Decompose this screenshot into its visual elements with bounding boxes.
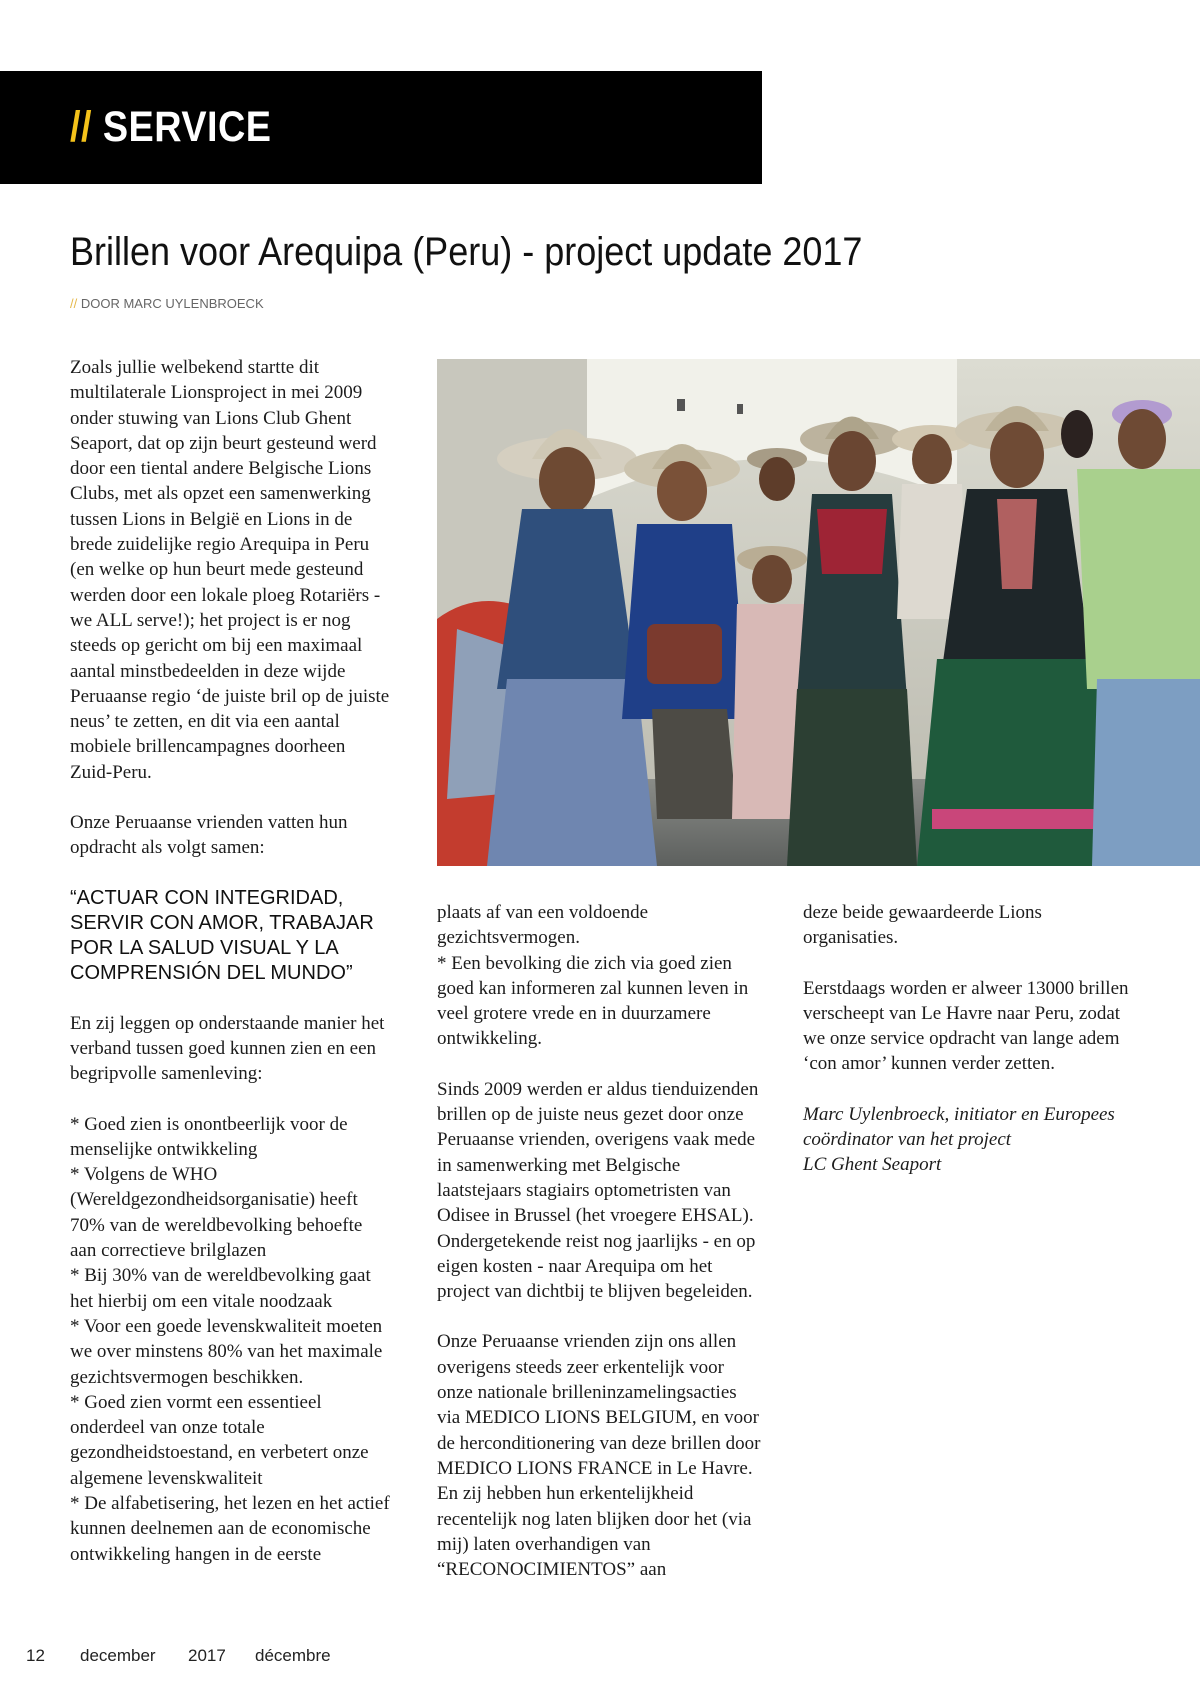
article-column-3 — [803, 900, 1133, 1178]
paragraph-continuation — [437, 900, 762, 1052]
paragraph-relation: En zij leggen op onderstaande manier het verband tussen goed kunnen zien en een begripvolle samenleving: — [70, 1012, 385, 1085]
page-number: 12 — [26, 1646, 45, 1665]
article-column-1 — [70, 355, 390, 1567]
section-slashes: // — [70, 103, 92, 151]
signature-line: Marc Uylenbroeck, initiator en Europees — [803, 1103, 1115, 1125]
paragraph-continuation-text: plaats af van een voldoende gezichtsvermogen. — [437, 902, 649, 949]
author-signature — [803, 1102, 1133, 1178]
list-item: * Bij 30% van de wereldbevolking gaat het hierbij om een vitale noodzaak — [70, 1265, 371, 1312]
paragraph-shipment: Eerstdaags worden er alweer 13000 brillen verscheept van Le Havre naar Peru, zodat we onze service opdracht van lange adem ‘con amor’ kunnen verder zetten. — [803, 977, 1129, 1075]
footer-month-fr: décembre — [255, 1646, 331, 1665]
section-banner — [0, 71, 762, 184]
list-item: * Volgens de WHO (Wereldgezondheidsorganisatie) heeft 70% van de wereldbevolking behoefte aan correctieve brilglazen — [70, 1164, 363, 1262]
signature-line: LC Ghent Seaport — [803, 1154, 942, 1176]
photo-peruvian-women — [437, 359, 1200, 866]
section-name: SERVICE — [102, 103, 272, 151]
paragraph-mission-intro: Onze Peruaanse vrienden vatten hun opdracht als volgt samen: — [70, 812, 348, 859]
list-item: * Goed zien vormt een essentieel onderdeel van onze totale gezondheidstoestand, en verbetert onze algemene levenskwaliteit — [70, 1391, 369, 1489]
article-byline — [70, 296, 264, 311]
bullet-list — [70, 1112, 390, 1567]
footer-month-nl: december — [80, 1646, 156, 1665]
signature-line: coördinator van het project — [803, 1129, 1012, 1151]
list-item: * Goed zien is onontbeerlijk voor de menselijke ontwikkeling — [70, 1113, 348, 1160]
paragraph-gratitude: Onze Peruaanse vrienden zijn ons allen overigens steeds zeer erkentelijk voor onze nationale brilleninzamelingsacties via MEDICO LIONS BELGIUM, en voor de herconditionering van deze brillen door MEDICO LIONS FRANCE in Le Havre. En zij hebben hun erkentelijkheid recentelijk nog laten blijken door het (via mij) laten overhandigen van “RECONOCIMIENTOS” aan — [437, 1331, 761, 1581]
section-label — [70, 101, 271, 153]
list-item: * De alfabetisering, het lezen en het actief kunnen deelnemen aan de economische ontwikkeling hangen in de eerste — [70, 1492, 390, 1565]
list-item: * Een bevolking die zich via goed zien goed kan informeren zal kunnen leven in veel grotere vrede en in duurzamere ontwikkeling. — [437, 952, 749, 1050]
footer-year: 2017 — [188, 1646, 226, 1665]
byline-slashes: // — [70, 296, 78, 311]
photo-illustration — [437, 359, 1200, 866]
article-column-2 — [437, 900, 762, 1607]
list-item: * Voor een goede levenskwaliteit moeten we over minstens 80% van het maximale gezichtsvermogen beschikken. — [70, 1315, 383, 1388]
motto-quote: “ACTUAR CON INTEGRIDAD, SERVIR CON AMOR, TRABAJAR POR LA SALUD VISUAL Y LA COMPRENSIÓN DEL MUNDO” — [70, 886, 374, 984]
paragraph-intro: Zoals jullie welbekend startte dit multilaterale Lionsproject in mei 2009 onder stuwing van Lions Club Ghent Seaport, dat op zijn beurt gesteund werd door een tiental andere Belgische Lions Clubs, met als opzet een samenwerking tussen Lions in België en Lions in de brede zuidelijke regio Arequipa in Peru (en welke op hun beurt mede gesteund werden door een lokale ploeg Rotariërs - we ALL serve!); het project is er nog steeds op gericht om bij een maximaal aantal minstbedeelden in deze wijde Peruaanse regio ‘de juiste bril op de juiste neus’ te zetten, en dit via een aantal mobiele brillencampagnes doorheen Zuid-Peru. — [70, 357, 390, 783]
byline-author: DOOR MARC UYLENBROECK — [80, 296, 264, 311]
article-title: Brillen voor Arequipa (Peru) - project update 2017 — [70, 230, 863, 274]
paragraph-organisations: deze beide gewaardeerde Lions organisaties. — [803, 902, 1042, 949]
paragraph-since-2009: Sinds 2009 werden er aldus tienduizenden brillen op de juiste neus gezet door onze Peruaanse vrienden, overigens vaak mede in samenwerking met Belgische laatstejaars stagiairs optometristen van Odisee in Brussel (het vroegere EHSAL). Ondergetekende reist nog jaarlijks - en op eigen kosten - naar Arequipa om het project van dichtbij te blijven begeleiden. — [437, 1078, 759, 1303]
